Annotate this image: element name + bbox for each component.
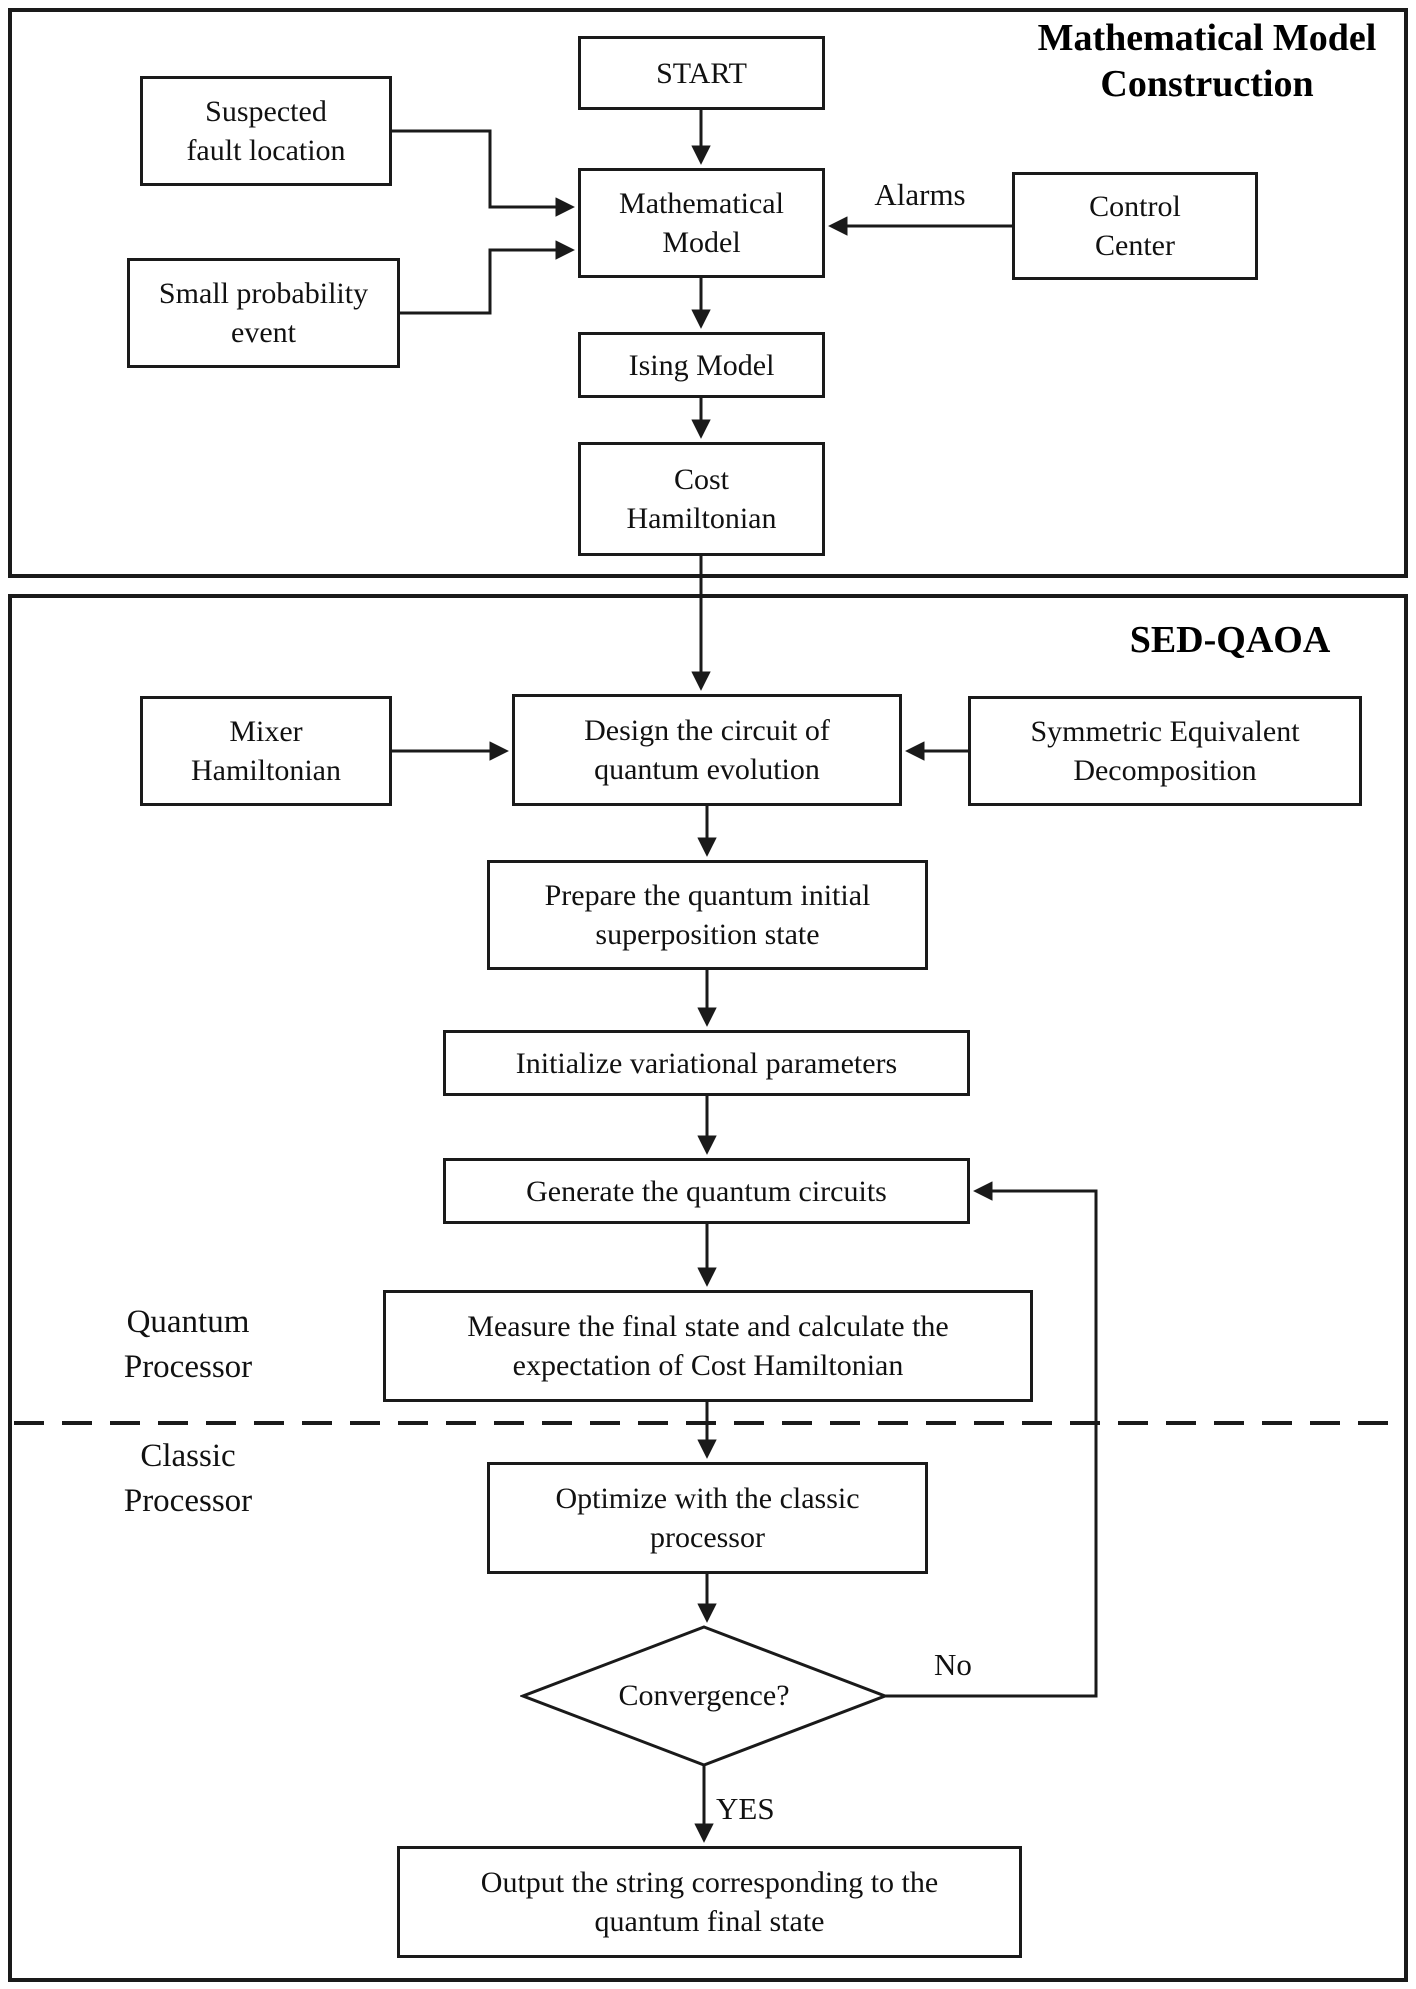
node-suspected-fault-location: Suspected fault location: [140, 76, 392, 186]
node-output-string: Output the string corresponding to the quantum final state: [397, 1846, 1022, 1958]
section-title-sed-qaoa: SED-QAOA: [1129, 619, 1331, 661]
arrow-small-probability-to-model: [400, 250, 572, 313]
node-mathematical-model: Mathematical Model: [578, 168, 825, 278]
quantum-processor-label: Quantum Processor: [123, 1304, 253, 1385]
node-symmetric-equivalent-decomposition: Symmetric Equivalent Decomposition: [968, 696, 1362, 806]
classic-processor-label: Classic Processor: [123, 1438, 253, 1519]
node-control-center: Control Center: [1012, 172, 1258, 280]
yes-branch-label: YES: [716, 1791, 775, 1826]
node-initialize-variational-parameters: Initialize variational parameters: [443, 1030, 970, 1096]
arrow-no-loop-to-generate: [884, 1191, 1096, 1696]
node-design-circuit: Design the circuit of quantum evolution: [512, 694, 902, 806]
node-convergence-label: Convergence?: [618, 1679, 790, 1712]
alarms-label: Alarms: [874, 177, 966, 212]
node-measure-final-state: Measure the final state and calculate the expectation of Cost Hamiltonian: [383, 1290, 1033, 1402]
no-branch-label: No: [934, 1647, 972, 1682]
arrow-suspected-fault-to-model: [392, 131, 572, 207]
node-cost-hamiltonian: Cost Hamiltonian: [578, 442, 825, 556]
node-optimize-classic-processor: Optimize with the classic processor: [487, 1462, 928, 1574]
node-small-probability-event: Small probability event: [127, 258, 400, 368]
node-generate-quantum-circuits: Generate the quantum circuits: [443, 1158, 970, 1224]
node-convergence-decision: [520, 1624, 888, 1768]
section-title-model-construction: Mathematical Model Construction: [1037, 17, 1377, 105]
node-prepare-initial-state: Prepare the quantum initial superposition state: [487, 860, 928, 970]
node-start: START: [578, 36, 825, 110]
node-mixer-hamiltonian: Mixer Hamiltonian: [140, 696, 392, 806]
node-ising-model: Ising Model: [578, 332, 825, 398]
